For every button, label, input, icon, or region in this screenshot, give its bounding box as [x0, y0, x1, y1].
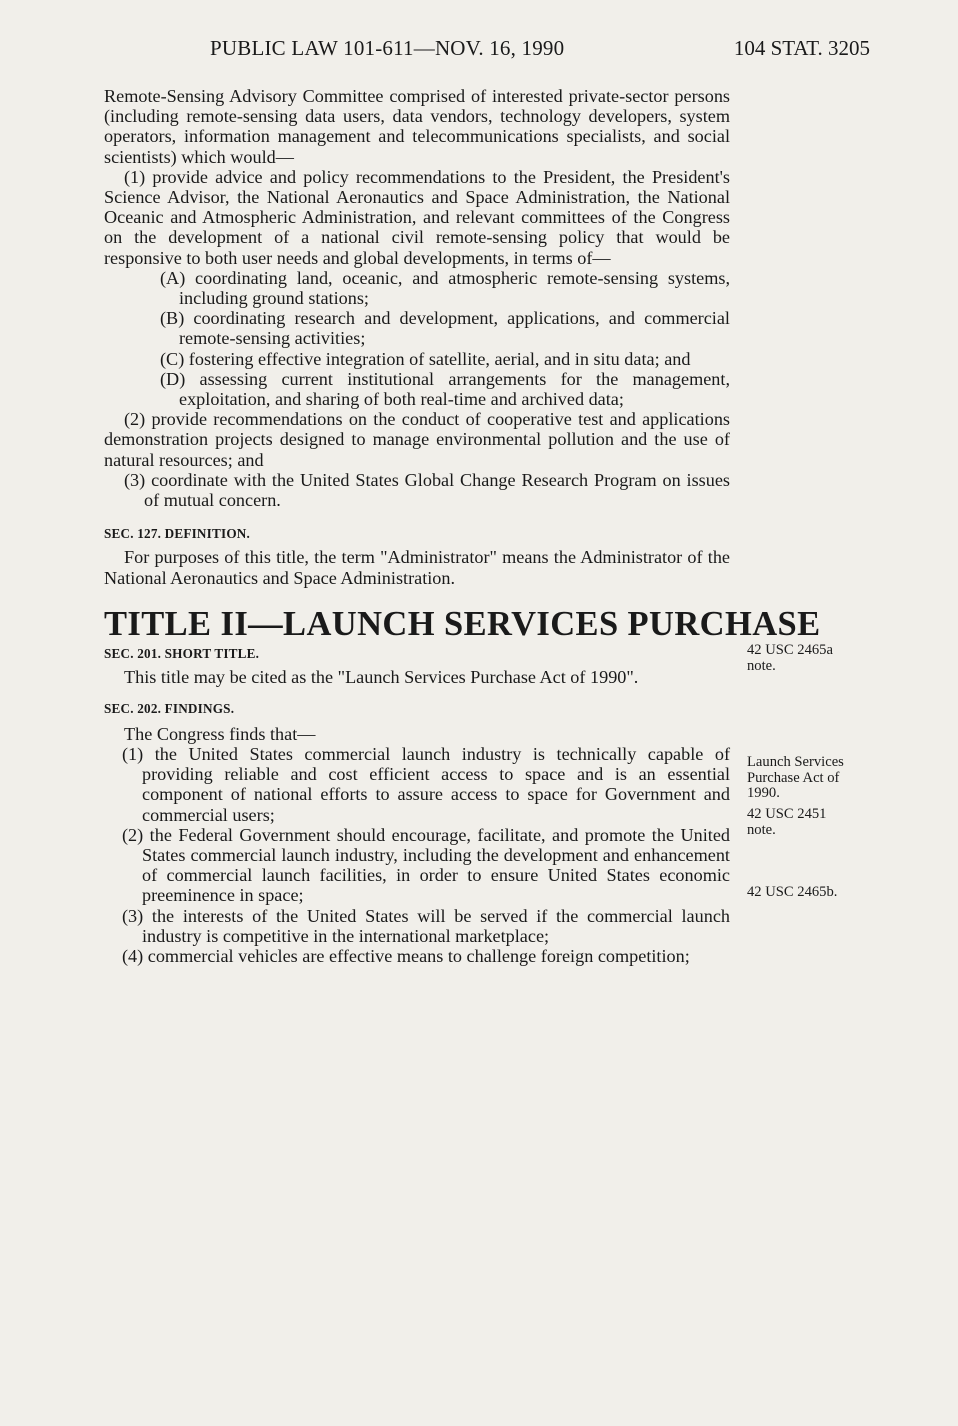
finding-2: (2) the Federal Government should encourage, facilitate, and promote the United States commercial launch industry, including the development and enhancement of commercial launch facilities, in order to ensure United States economic preeminence in space; — [122, 824, 730, 906]
title-ii-heading: TITLE II—LAUNCH SERVICES PURCHASE — [104, 604, 821, 643]
margin-note-2451-line2: note. — [747, 821, 776, 838]
clause-1c: (C) fostering effective integration of satellite, aerial, and in situ data; and — [160, 348, 691, 369]
sec-201-text: This title may be cited as the "Launch Services Purchase Act of 1990". — [124, 667, 639, 688]
page-header — [100, 36, 870, 68]
sec-127-text: For purposes of this title, the term "Administrator" means the Administrator of the National Aeronautics and Space Administration. — [104, 547, 730, 588]
margin-note-2451 — [747, 807, 826, 838]
intro-paragraph: Remote-Sensing Advisory Committee comprised of interested private-sector persons (including remote-sensing data users, data vendors, technology developers, system operators, information management and telecommunications specialists, and social scientists) which would— — [104, 86, 730, 167]
margin-note-short-title-line3: 1990. — [747, 785, 780, 801]
clause-1d: (D) assessing current institutional arrangements for the management, exploitation, and sharing of both real-time and archived data; — [160, 368, 730, 410]
margin-note-2451-line1: 42 USC 2451 — [747, 806, 827, 822]
sec-202-intro: The Congress finds that— — [124, 723, 316, 744]
clause-1: (1) provide advice and policy recommendations to the President, the President's Science Advisor, the National Aeronautics and Space Administration, the National Oceanic and Atmospheric Administration, and relevant committees of the Congress on the development of a national civil remote-sensing policy that would be responsive to both user needs and global developments, in terms of— — [104, 166, 730, 268]
sec-202-heading: SEC. 202. FINDINGS. — [104, 701, 235, 717]
clause-2: (2) provide recommendations on the conduct of cooperative test and applications demonstration projects designed to manage environmental pollution and the use of natural resources; and — [104, 409, 730, 470]
margin-note-short-title — [747, 755, 844, 802]
margin-note-2465b-line1: 42 USC 2465b. — [747, 884, 838, 900]
clause-1a: (A) coordinating land, oceanic, and atmospheric remote-sensing systems, including ground stations; — [160, 267, 730, 309]
finding-3: (3) the interests of the United States will be served if the commercial launch industry is competitive in the international marketplace; — [122, 905, 730, 946]
margin-note-short-title-line2: Purchase Act of — [747, 769, 840, 786]
stat-citation: 104 STAT. 3205 — [733, 36, 870, 60]
margin-note-short-title-line1: Launch Services — [747, 754, 844, 770]
margin-note-2465a-line2: note. — [747, 657, 776, 674]
sec-201-heading: SEC. 201. SHORT TITLE. — [104, 646, 260, 662]
clause-1b: (B) coordinating research and development, applications, and commercial remote-sensing activities; — [160, 308, 730, 349]
margin-note-2465a-line1: 42 USC 2465a — [747, 642, 833, 658]
running-title: PUBLIC LAW 101-611—NOV. 16, 1990 — [210, 36, 565, 60]
clause-3: (3) coordinate with the United States Global Change Research Program on issues of mutual concern. — [124, 469, 730, 511]
finding-4: (4) commercial vehicles are effective means to challenge foreign competition; — [122, 945, 690, 966]
margin-note-2465b — [747, 885, 837, 901]
sec-127-heading: SEC. 127. DEFINITION. — [104, 526, 250, 542]
finding-1: (1) the United States commercial launch industry is technically capable of providing reliable and cost efficient access to space and is an essential component of national efforts to assure access to space for Government and commercial users; — [122, 743, 730, 825]
margin-note-2465a — [747, 643, 833, 674]
